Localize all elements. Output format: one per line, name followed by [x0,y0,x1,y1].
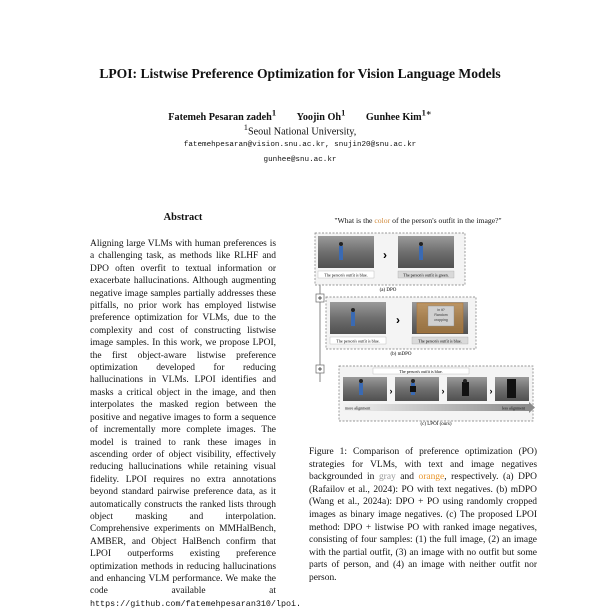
abstract-body: Aligning large VLMs with human preferences is a challenging task, as methods like RLHF and DPO often overfit to textual information or exacerbate hallucinations. Although augmenting negative image samples partially addresses these pitfalls, no prior work has employed listwise preference optimization for VLMs, due to the complexity and cost of constructing listwise image samples. In this work, we propose LPOI, the first object-aware listwise preference optimization developed for reducing hallucinations in VLMs. LPOI identifies and masks a critical object in the image, and then interpolates the masked region between the positive and negative images to form a sequence of incrementally more complete images. The model is trained to rank these images in ascending order of object visibility, effectively reducing hallucinations while retaining visual fidelity. LPOI requires no extra annotations beyond standard pairwise preference data, as it automatically constructs the ranked lists through object masking and interpolation. Comprehensive experiments on MMHalBench, AMBER, and Object HalBench confirm that LPOI outperforms existing preference optimization methods in reducing hallucinations and enhancing VLM performance. We make the code available at https://github.com/fatemehpesaran310/lpoi. [90,239,302,609]
arrow-right-icon: › [383,248,387,262]
panel-a-caption-right: The person's outfit is green. [403,272,449,278]
arrow-right-icon: › [489,386,493,396]
author-emails: gunhee@snu.ac.kr [263,156,337,164]
arrow-right-icon: › [441,386,445,396]
panel-c-label: (c) LPOI (ours) [420,422,452,427]
svg-text:in it?: in it? [437,308,445,312]
author: Fatemeh Pesaran zadeh$^1$ [168,108,277,124]
code-link[interactable]: https://github.com/fatemehpesaran310/lpoi. [90,598,302,609]
figure-question: "What is the color of the person's outfit in the image?" [334,216,502,225]
crop-text: cropping [434,318,448,322]
panel-c-caption-top: The person's outfit is blue. [399,368,443,374]
image-full [330,302,386,334]
author: Gunhee Kim$^{1∗}$ [365,108,432,124]
affiliation: $^1$Seoul National University, [243,122,357,138]
author: Yoojin Oh$^1$ [296,108,346,124]
axis-right-label: less alignment [502,405,525,411]
image-full [318,236,374,268]
arrow-right-icon: › [396,313,400,327]
author-emails: fatemehpesaran@vision.snu.ac.kr, snujin20@snu.ac.kr [183,141,417,149]
axis-left-label: more alignment [345,405,371,411]
crop-text: Random [434,313,448,317]
panel-a-label: (a) DPO [379,288,397,293]
figure-1 [309,230,537,428]
image-full [398,236,454,268]
arrow-right-icon: › [389,386,393,396]
image-full [343,377,387,401]
panel-a-caption-left: The person's outfit is blue. [324,272,368,278]
figure-caption: Figure 1: Comparison of preference optimization (PO) strategies for VLMs, with text and image negatives backgrounded in gray and orange, respectively. (a) DPO (Rafailov et al., 2024): PO with text negatives. (b) mDPO (Wang et al., 2024a): DPO + PO using randomly cropped images as binary image negatives. (c) The proposed LPOI method: DPO + listwise PO with ranked image negatives, consisting of four samples: (1) the full image, (2) an image with the partial outfit, (3) an image with no outfit but some parts of person, and (4) an image with neither outfit nor person. [309,447,537,583]
paper-title: LPOI: Listwise Preference Optimization for Vision Language Models [99,66,501,81]
image-partial-mask [395,377,439,401]
panel-b-label: (b) mDPO [390,352,412,357]
panel-b-caption-left: The person's outfit is blue. [336,338,380,344]
abstract-heading: Abstract [163,212,203,223]
panel-b-caption-right: The person's outfit is blue. [418,338,462,344]
